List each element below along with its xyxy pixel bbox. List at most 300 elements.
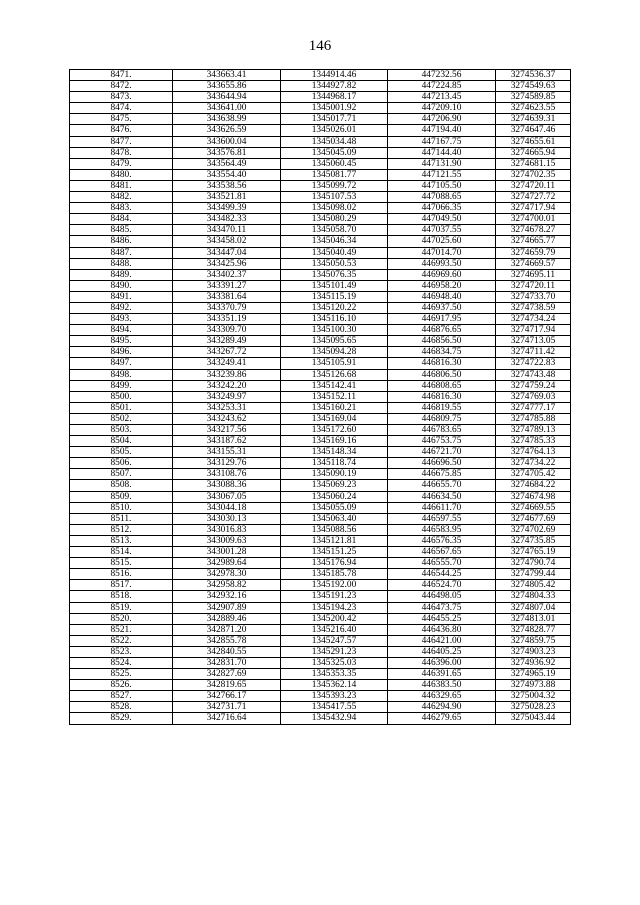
- point-number-cell: 8502.: [70, 413, 173, 424]
- point-number-cell: 8480.: [70, 169, 173, 180]
- x2-cell: 447206.90: [388, 114, 496, 125]
- table-row: [70, 269, 571, 280]
- point-number-cell: 8527.: [70, 691, 173, 702]
- x1-cell: 343351.19: [173, 314, 281, 325]
- table-row: [70, 702, 571, 713]
- point-number-cell: 8525.: [70, 669, 173, 680]
- point-number-cell: 8508.: [70, 480, 173, 491]
- y1-cell: 1345100.30: [281, 325, 388, 336]
- table-row: [70, 158, 571, 169]
- x1-cell: 343576.81: [173, 147, 281, 158]
- point-number-cell: 8472.: [70, 81, 173, 92]
- x2-cell: 447049.50: [388, 214, 496, 225]
- point-number-cell: 8513.: [70, 535, 173, 546]
- x1-cell: 343044.18: [173, 502, 281, 513]
- x1-cell: 343088.36: [173, 480, 281, 491]
- x2-cell: 446816.30: [388, 391, 496, 402]
- y2-cell: 3274759.24: [496, 380, 571, 391]
- y2-cell: 3274734.24: [496, 314, 571, 325]
- y1-cell: 1345055.09: [281, 502, 388, 513]
- y2-cell: 3275028.23: [496, 702, 571, 713]
- y1-cell: 1345118.74: [281, 458, 388, 469]
- y1-cell: 1345107.53: [281, 192, 388, 203]
- x1-cell: 343425.96: [173, 258, 281, 269]
- x1-cell: 343030.13: [173, 513, 281, 524]
- x2-cell: 446611.70: [388, 502, 496, 513]
- x2-cell: 446834.75: [388, 347, 496, 358]
- x1-cell: 342827.69: [173, 669, 281, 680]
- x2-cell: 446396.00: [388, 657, 496, 668]
- y1-cell: 1345105.91: [281, 358, 388, 369]
- point-number-cell: 8517.: [70, 580, 173, 591]
- x1-cell: 343447.04: [173, 247, 281, 258]
- y1-cell: 1344914.46: [281, 70, 388, 81]
- y2-cell: 3274702.69: [496, 524, 571, 535]
- x2-cell: 446806.50: [388, 369, 496, 380]
- x1-cell: 343001.28: [173, 547, 281, 558]
- y2-cell: 3274734.22: [496, 458, 571, 469]
- y1-cell: 1345121.81: [281, 535, 388, 546]
- x1-cell: 343249.41: [173, 358, 281, 369]
- y1-cell: 1345185.78: [281, 569, 388, 580]
- y2-cell: 3274828.77: [496, 624, 571, 635]
- point-number-cell: 8494.: [70, 325, 173, 336]
- point-number-cell: 8498.: [70, 369, 173, 380]
- x2-cell: 446498.05: [388, 591, 496, 602]
- table-row: [70, 236, 571, 247]
- y2-cell: 3274589.85: [496, 92, 571, 103]
- y1-cell: 1345090.19: [281, 469, 388, 480]
- x1-cell: 342831.70: [173, 657, 281, 668]
- y1-cell: 1345393.23: [281, 691, 388, 702]
- y2-cell: 3274735.85: [496, 535, 571, 546]
- x2-cell: 446675.85: [388, 469, 496, 480]
- x2-cell: 446294.90: [388, 702, 496, 713]
- point-number-cell: 8518.: [70, 591, 173, 602]
- x1-cell: 343638.99: [173, 114, 281, 125]
- point-number-cell: 8484.: [70, 214, 173, 225]
- x1-cell: 343289.49: [173, 336, 281, 347]
- table-row: [70, 180, 571, 191]
- point-number-cell: 8510.: [70, 502, 173, 513]
- table-row: [70, 136, 571, 147]
- x1-cell: 342819.65: [173, 680, 281, 691]
- point-number-cell: 8476.: [70, 125, 173, 136]
- y2-cell: 3274717.94: [496, 325, 571, 336]
- x2-cell: 447014.70: [388, 247, 496, 258]
- x2-cell: 446421.00: [388, 635, 496, 646]
- x2-cell: 446524.70: [388, 580, 496, 591]
- x2-cell: 446391.65: [388, 669, 496, 680]
- x1-cell: 343641.00: [173, 103, 281, 114]
- table-row: [70, 436, 571, 447]
- point-number-cell: 8490.: [70, 280, 173, 291]
- table-row: [70, 613, 571, 624]
- point-number-cell: 8515.: [70, 558, 173, 569]
- x1-cell: 343391.27: [173, 280, 281, 291]
- x2-cell: 446555.70: [388, 558, 496, 569]
- point-number-cell: 8507.: [70, 469, 173, 480]
- point-number-cell: 8506.: [70, 458, 173, 469]
- x1-cell: 343242.20: [173, 380, 281, 391]
- point-number-cell: 8495.: [70, 336, 173, 347]
- y2-cell: 3274777.17: [496, 402, 571, 413]
- table-row: [70, 358, 571, 369]
- x1-cell: 343538.56: [173, 180, 281, 191]
- x2-cell: 447121.55: [388, 169, 496, 180]
- table-row: [70, 125, 571, 136]
- point-number-cell: 8471.: [70, 70, 173, 81]
- x2-cell: 446597.55: [388, 513, 496, 524]
- x1-cell: 343626.59: [173, 125, 281, 136]
- y2-cell: 3274813.01: [496, 613, 571, 624]
- y1-cell: 1345088.56: [281, 524, 388, 535]
- y2-cell: 3274674.98: [496, 491, 571, 502]
- x1-cell: 343217.56: [173, 425, 281, 436]
- x2-cell: 446816.30: [388, 358, 496, 369]
- y2-cell: 3274764.13: [496, 447, 571, 458]
- x2-cell: 446634.50: [388, 491, 496, 502]
- page-number: 146: [308, 38, 332, 54]
- table-row: [70, 513, 571, 524]
- x1-cell: 342855.78: [173, 635, 281, 646]
- point-number-cell: 8473.: [70, 92, 173, 103]
- y1-cell: 1345142.41: [281, 380, 388, 391]
- x2-cell: 447232.56: [388, 70, 496, 81]
- x2-cell: 447105.50: [388, 180, 496, 191]
- y1-cell: 1345169.04: [281, 413, 388, 424]
- y2-cell: 3274765.19: [496, 547, 571, 558]
- point-number-cell: 8478.: [70, 147, 173, 158]
- table-row: [70, 569, 571, 580]
- point-number-cell: 8501.: [70, 402, 173, 413]
- point-number-cell: 8516.: [70, 569, 173, 580]
- y2-cell: 3274665.77: [496, 236, 571, 247]
- y2-cell: 3274785.88: [496, 413, 571, 424]
- y1-cell: 1345247.57: [281, 635, 388, 646]
- x1-cell: 342731.71: [173, 702, 281, 713]
- table-row: [70, 535, 571, 546]
- table-row: [70, 103, 571, 114]
- table-row: [70, 81, 571, 92]
- x1-cell: 343253.31: [173, 402, 281, 413]
- x2-cell: 446455.25: [388, 613, 496, 624]
- point-number-cell: 8475.: [70, 114, 173, 125]
- table-row: [70, 502, 571, 513]
- x1-cell: 343129.76: [173, 458, 281, 469]
- point-number-cell: 8477.: [70, 136, 173, 147]
- y2-cell: 3274973.88: [496, 680, 571, 691]
- y2-cell: 3274785.33: [496, 436, 571, 447]
- x1-cell: 343243.62: [173, 413, 281, 424]
- table-row: [70, 70, 571, 81]
- x1-cell: 343482.33: [173, 214, 281, 225]
- x1-cell: 343663.41: [173, 70, 281, 81]
- x2-cell: 446753.75: [388, 436, 496, 447]
- y2-cell: 3274702.35: [496, 169, 571, 180]
- y1-cell: 1345151.25: [281, 547, 388, 558]
- y2-cell: 3274717.94: [496, 203, 571, 214]
- x1-cell: 343499.39: [173, 203, 281, 214]
- x2-cell: 446819.55: [388, 402, 496, 413]
- x1-cell: 342989.64: [173, 558, 281, 569]
- y1-cell: 1345099.72: [281, 180, 388, 191]
- y2-cell: 3274722.83: [496, 358, 571, 369]
- table-row: [70, 280, 571, 291]
- y2-cell: 3274669.57: [496, 258, 571, 269]
- y1-cell: 1345060.24: [281, 491, 388, 502]
- x2-cell: 447144.40: [388, 147, 496, 158]
- table-row: [70, 214, 571, 225]
- y2-cell: 3274720.11: [496, 280, 571, 291]
- y1-cell: 1345148.34: [281, 447, 388, 458]
- coordinates-table-body: [70, 70, 571, 725]
- y2-cell: 3274655.61: [496, 136, 571, 147]
- x2-cell: 446917.95: [388, 314, 496, 325]
- x1-cell: 342978.30: [173, 569, 281, 580]
- x2-cell: 446576.35: [388, 535, 496, 546]
- x1-cell: 342871.20: [173, 624, 281, 635]
- point-number-cell: 8500.: [70, 391, 173, 402]
- table-row: [70, 380, 571, 391]
- x2-cell: 446567.65: [388, 547, 496, 558]
- table-row: [70, 458, 571, 469]
- y1-cell: 1345116.10: [281, 314, 388, 325]
- x2-cell: 446329.65: [388, 691, 496, 702]
- y1-cell: 1345034.48: [281, 136, 388, 147]
- table-row: [70, 547, 571, 558]
- y1-cell: 1344927.82: [281, 81, 388, 92]
- y1-cell: 1345191.23: [281, 591, 388, 602]
- y1-cell: 1345076.35: [281, 269, 388, 280]
- x1-cell: 342889.46: [173, 613, 281, 624]
- x2-cell: 446696.50: [388, 458, 496, 469]
- y2-cell: 3274799.44: [496, 569, 571, 580]
- table-row: [70, 425, 571, 436]
- x2-cell: 447066.35: [388, 203, 496, 214]
- y2-cell: 3274733.70: [496, 291, 571, 302]
- table-row: [70, 314, 571, 325]
- table-row: [70, 336, 571, 347]
- x2-cell: 446876.65: [388, 325, 496, 336]
- point-number-cell: 8504.: [70, 436, 173, 447]
- table-row: [70, 447, 571, 458]
- x1-cell: 343009.63: [173, 535, 281, 546]
- y2-cell: 3274720.11: [496, 180, 571, 191]
- y1-cell: 1344968.17: [281, 92, 388, 103]
- y1-cell: 1345098.02: [281, 203, 388, 214]
- y2-cell: 3274665.94: [496, 147, 571, 158]
- x1-cell: 343458.02: [173, 236, 281, 247]
- table-row: [70, 646, 571, 657]
- table-row: [70, 480, 571, 491]
- table-row: [70, 192, 571, 203]
- x2-cell: 446808.65: [388, 380, 496, 391]
- y1-cell: 1345192.00: [281, 580, 388, 591]
- table-row: [70, 413, 571, 424]
- point-number-cell: 8511.: [70, 513, 173, 524]
- x1-cell: 343239.86: [173, 369, 281, 380]
- x2-cell: 446856.50: [388, 336, 496, 347]
- x1-cell: 343108.76: [173, 469, 281, 480]
- x1-cell: 343521.81: [173, 192, 281, 203]
- table-row: [70, 558, 571, 569]
- x2-cell: 447167.75: [388, 136, 496, 147]
- y1-cell: 1345094.28: [281, 347, 388, 358]
- y2-cell: 3274903.23: [496, 646, 571, 657]
- y1-cell: 1345026.01: [281, 125, 388, 136]
- table-row: [70, 92, 571, 103]
- x2-cell: 446544.25: [388, 569, 496, 580]
- y2-cell: 3274711.42: [496, 347, 571, 358]
- x2-cell: 446436.80: [388, 624, 496, 635]
- y2-cell: 3274669.55: [496, 502, 571, 513]
- point-number-cell: 8486.: [70, 236, 173, 247]
- point-number-cell: 8482.: [70, 192, 173, 203]
- y2-cell: 3274965.19: [496, 669, 571, 680]
- point-number-cell: 8512.: [70, 524, 173, 535]
- table-row: [70, 635, 571, 646]
- table-row: [70, 258, 571, 269]
- point-number-cell: 8488.: [70, 258, 173, 269]
- point-number-cell: 8528.: [70, 702, 173, 713]
- x1-cell: 343309.70: [173, 325, 281, 336]
- point-number-cell: 8487.: [70, 247, 173, 258]
- point-number-cell: 8520.: [70, 613, 173, 624]
- coordinates-table: [69, 69, 571, 725]
- point-number-cell: 8497.: [70, 358, 173, 369]
- y1-cell: 1345080.29: [281, 214, 388, 225]
- y1-cell: 1345417.55: [281, 702, 388, 713]
- y2-cell: 3274639.31: [496, 114, 571, 125]
- y2-cell: 3274743.48: [496, 369, 571, 380]
- y2-cell: 3274695.11: [496, 269, 571, 280]
- y2-cell: 3274790.74: [496, 558, 571, 569]
- point-number-cell: 8522.: [70, 635, 173, 646]
- x2-cell: 447037.55: [388, 225, 496, 236]
- y2-cell: 3274705.42: [496, 469, 571, 480]
- y1-cell: 1345115.19: [281, 291, 388, 302]
- y2-cell: 3274936.92: [496, 657, 571, 668]
- x2-cell: 446969.60: [388, 269, 496, 280]
- point-number-cell: 8489.: [70, 269, 173, 280]
- y1-cell: 1345017.71: [281, 114, 388, 125]
- x1-cell: 343187.62: [173, 436, 281, 447]
- y2-cell: 3274678.27: [496, 225, 571, 236]
- table-row: [70, 469, 571, 480]
- table-row: [70, 680, 571, 691]
- table-row: [70, 580, 571, 591]
- table-row: [70, 247, 571, 258]
- x2-cell: 446937.50: [388, 302, 496, 313]
- y1-cell: 1345325.03: [281, 657, 388, 668]
- x2-cell: 446583.95: [388, 524, 496, 535]
- y1-cell: 1345095.65: [281, 336, 388, 347]
- table-row: [70, 402, 571, 413]
- y2-cell: 3274700.01: [496, 214, 571, 225]
- point-number-cell: 8521.: [70, 624, 173, 635]
- x2-cell: 447224.85: [388, 81, 496, 92]
- y1-cell: 1345069.23: [281, 480, 388, 491]
- x1-cell: 342907.89: [173, 602, 281, 613]
- table-row: [70, 369, 571, 380]
- x1-cell: 343564.49: [173, 158, 281, 169]
- x2-cell: 447025.60: [388, 236, 496, 247]
- x1-cell: 342716.64: [173, 713, 281, 724]
- x1-cell: 343470.11: [173, 225, 281, 236]
- x1-cell: 343249.97: [173, 391, 281, 402]
- x2-cell: 447209.10: [388, 103, 496, 114]
- x2-cell: 446721.70: [388, 447, 496, 458]
- y2-cell: 3274549.63: [496, 81, 571, 92]
- table-row: [70, 203, 571, 214]
- y2-cell: 3274804.33: [496, 591, 571, 602]
- x2-cell: 447213.45: [388, 92, 496, 103]
- y1-cell: 1345058.70: [281, 225, 388, 236]
- x1-cell: 343155.31: [173, 447, 281, 458]
- table-row: [70, 147, 571, 158]
- point-number-cell: 8499.: [70, 380, 173, 391]
- point-number-cell: 8514.: [70, 547, 173, 558]
- x2-cell: 446993.50: [388, 258, 496, 269]
- x1-cell: 343381.64: [173, 291, 281, 302]
- y1-cell: 1345040.49: [281, 247, 388, 258]
- table-row: [70, 591, 571, 602]
- table-row: [70, 602, 571, 613]
- x2-cell: 446948.40: [388, 291, 496, 302]
- y1-cell: 1345291.23: [281, 646, 388, 657]
- table-row: [70, 391, 571, 402]
- x2-cell: 447131.90: [388, 158, 496, 169]
- y2-cell: 3274859.75: [496, 635, 571, 646]
- table-row: [70, 347, 571, 358]
- y1-cell: 1345362.14: [281, 680, 388, 691]
- y1-cell: 1345432.94: [281, 713, 388, 724]
- y2-cell: 3274805.42: [496, 580, 571, 591]
- x1-cell: 343644.94: [173, 92, 281, 103]
- y2-cell: 3275043.44: [496, 713, 571, 724]
- x1-cell: 343067.05: [173, 491, 281, 502]
- table-row: [70, 291, 571, 302]
- x2-cell: 446809.75: [388, 413, 496, 424]
- y1-cell: 1345101.49: [281, 280, 388, 291]
- x1-cell: 343267.72: [173, 347, 281, 358]
- y2-cell: 3274738.59: [496, 302, 571, 313]
- table-row: [70, 491, 571, 502]
- y1-cell: 1345081.77: [281, 169, 388, 180]
- y1-cell: 1345176.94: [281, 558, 388, 569]
- x2-cell: 446473.75: [388, 602, 496, 613]
- point-number-cell: 8503.: [70, 425, 173, 436]
- y1-cell: 1345120.22: [281, 302, 388, 313]
- point-number-cell: 8526.: [70, 680, 173, 691]
- point-number-cell: 8493.: [70, 314, 173, 325]
- point-number-cell: 8496.: [70, 347, 173, 358]
- y1-cell: 1345160.21: [281, 402, 388, 413]
- y1-cell: 1345050.53: [281, 258, 388, 269]
- x2-cell: 446405.25: [388, 646, 496, 657]
- x2-cell: 446655.70: [388, 480, 496, 491]
- y1-cell: 1345169.16: [281, 436, 388, 447]
- table-row: [70, 325, 571, 336]
- x1-cell: 342766.17: [173, 691, 281, 702]
- point-number-cell: 8523.: [70, 646, 173, 657]
- y2-cell: 3274659.79: [496, 247, 571, 258]
- y1-cell: 1345152.11: [281, 391, 388, 402]
- table-row: [70, 114, 571, 125]
- point-number-cell: 8492.: [70, 302, 173, 313]
- y1-cell: 1345216.40: [281, 624, 388, 635]
